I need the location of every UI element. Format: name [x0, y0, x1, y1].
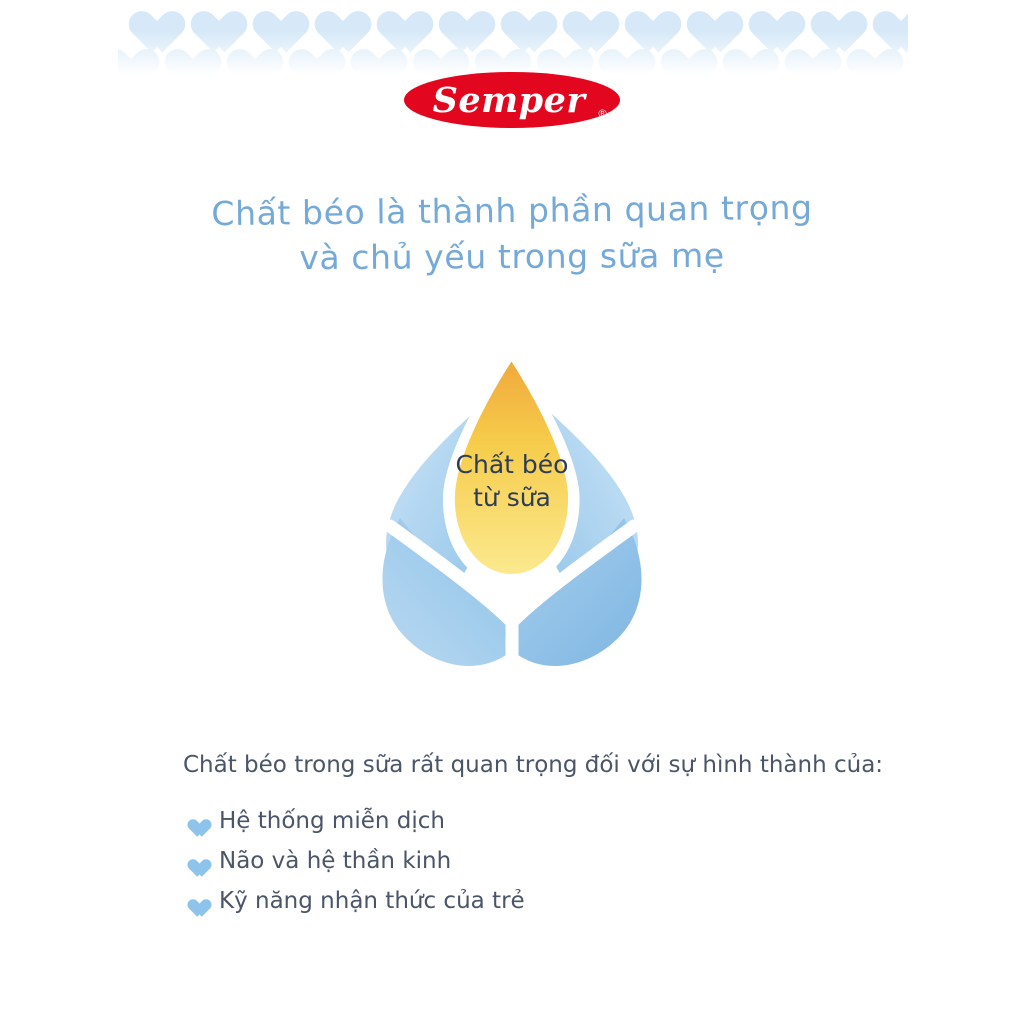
droplet-label	[412, 448, 612, 514]
intro-text: Chất béo trong sữa rất quan trọng đối với sự hình thành của:	[183, 752, 884, 778]
heart-icon	[154, 26, 206, 72]
headline-line-1: Chất béo là thành phần quan trọng	[211, 187, 813, 234]
logo-text: Semper	[432, 79, 586, 121]
heart-icon	[774, 26, 826, 72]
list-item	[183, 882, 883, 920]
milk-fat-droplet-graphic	[338, 330, 686, 702]
heart-icon	[183, 891, 205, 911]
heart-icon	[464, 26, 516, 72]
heart-icon	[340, 26, 392, 72]
heart-icon	[118, 26, 144, 72]
heart-icon	[183, 811, 205, 831]
page-title	[0, 188, 1024, 279]
heart-icon	[650, 26, 702, 72]
heart-icon	[836, 26, 888, 72]
heart-icon	[526, 26, 578, 72]
list-item-label: Não và hệ thần kinh	[219, 848, 452, 874]
heart-icon	[588, 26, 640, 72]
brand-logo	[0, 72, 1024, 132]
list-item	[183, 802, 883, 840]
droplet-label-line-1: Chất béo	[455, 450, 569, 479]
heart-pattern-row	[118, 26, 908, 70]
heart-icon	[402, 26, 454, 72]
benefit-list	[183, 802, 883, 922]
heart-icon	[712, 26, 764, 72]
headline-line-2: và chủ yếu trong sữa mẹ	[299, 235, 725, 277]
droplet-label-line-2: từ sữa	[473, 483, 551, 512]
logo-badge	[404, 72, 620, 128]
registered-mark: ®	[597, 107, 608, 120]
list-item-label: Hệ thống miễn dịch	[219, 808, 445, 834]
heart-pattern-band	[118, 0, 908, 78]
heart-icon	[278, 26, 330, 72]
list-item-label: Kỹ năng nhận thức của trẻ	[219, 888, 525, 914]
heart-icon	[216, 26, 268, 72]
list-item	[183, 842, 883, 880]
heart-icon	[183, 851, 205, 871]
